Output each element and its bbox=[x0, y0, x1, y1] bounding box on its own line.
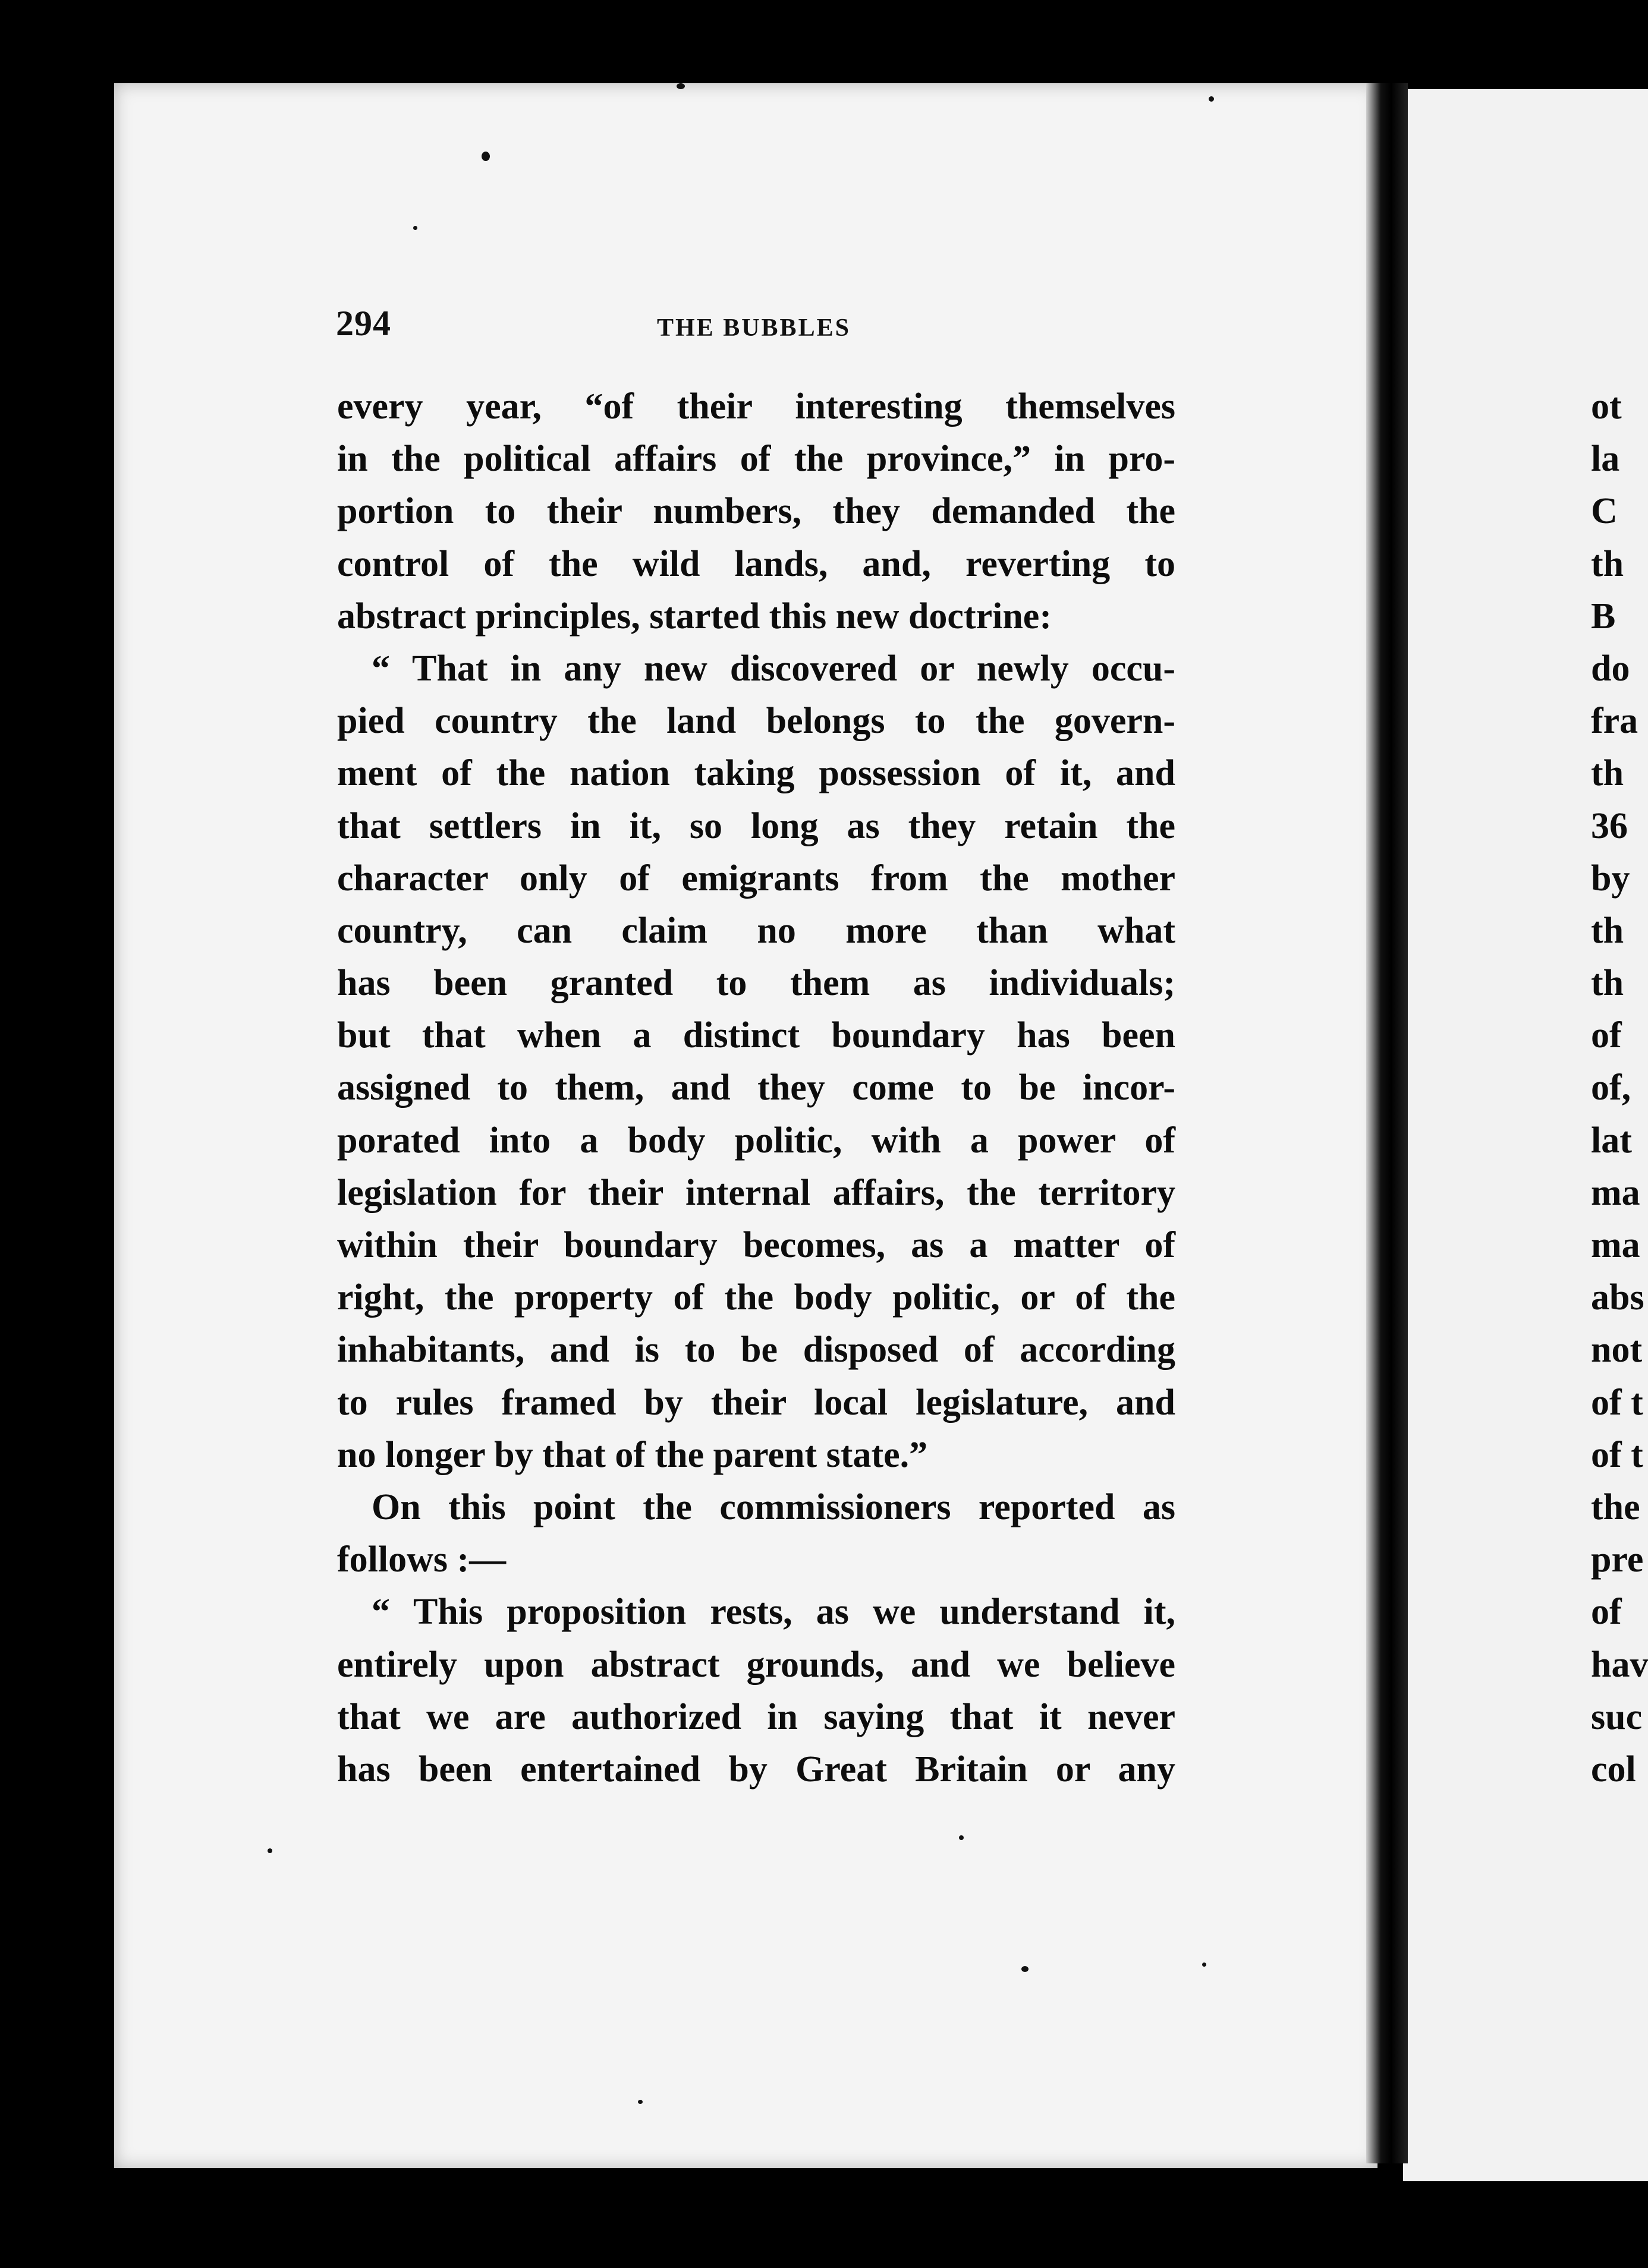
ink-speck bbox=[638, 2100, 643, 2104]
text-line: “ That in any new discovered or newly occu- bbox=[372, 648, 1175, 689]
text-line: portion to their numbers, they demanded the bbox=[337, 491, 1175, 532]
text-line: pied country the land belongs to the govern- bbox=[337, 701, 1175, 742]
text-line: porated into a body politic, with a power of bbox=[337, 1120, 1175, 1161]
facing-page-fragment: the bbox=[1591, 1486, 1640, 1527]
text-line: has been entertained by Great Britain or any bbox=[337, 1749, 1175, 1790]
text-line: inhabitants, and is to be disposed of according bbox=[337, 1330, 1175, 1371]
text-line: entirely upon abstract grounds, and we believe bbox=[337, 1644, 1175, 1685]
facing-page-fragment: hav bbox=[1591, 1644, 1648, 1685]
text-line: ment of the nation taking possession of it, and bbox=[337, 753, 1175, 794]
facing-page-fragment: th bbox=[1591, 753, 1624, 794]
text-line: legislation for their internal affairs, the territory bbox=[337, 1172, 1175, 1213]
text-line: every year, “of their interesting themselves bbox=[337, 386, 1175, 427]
ink-speck bbox=[268, 1848, 272, 1853]
text-line: that settlers in it, so long as they retain the bbox=[337, 805, 1175, 846]
text-line: follows :— bbox=[337, 1539, 507, 1580]
facing-page-fragment: th bbox=[1591, 963, 1624, 1004]
text-line: “ This proposition rests, as we understand it, bbox=[372, 1592, 1175, 1633]
facing-page-fragment: of, bbox=[1591, 1067, 1631, 1108]
text-line: abstract principles, started this new doctrine: bbox=[337, 596, 1052, 637]
facing-page-fragment: not bbox=[1591, 1330, 1643, 1371]
facing-page-text bbox=[1591, 380, 1648, 1796]
facing-page-fragment: la bbox=[1591, 439, 1620, 480]
book-gutter bbox=[1366, 83, 1408, 2163]
facing-page-fragment: ot bbox=[1591, 386, 1622, 427]
facing-page-fragment: B bbox=[1591, 596, 1616, 637]
text-line: On this point the commissioners reported as bbox=[372, 1486, 1175, 1527]
text-line: control of the wild lands, and, reverting to bbox=[337, 543, 1175, 584]
page-header bbox=[336, 303, 1186, 351]
facing-page-fragment: suc bbox=[1591, 1696, 1643, 1737]
text-line: within their boundary becomes, as a matter of bbox=[337, 1225, 1175, 1265]
facing-page-fragment: ma bbox=[1591, 1225, 1640, 1265]
facing-page-fragment: col bbox=[1591, 1749, 1636, 1790]
page-number: 294 bbox=[336, 304, 391, 343]
facing-page-fragment: C bbox=[1591, 491, 1618, 532]
facing-page-fragment: do bbox=[1591, 648, 1630, 689]
text-line: no longer by that of the parent state.” bbox=[337, 1434, 928, 1475]
text-line: has been granted to them as individuals; bbox=[337, 963, 1175, 1004]
text-line: country, can claim no more than what bbox=[337, 910, 1175, 951]
facing-page-fragment: pre bbox=[1591, 1539, 1644, 1580]
ink-speck bbox=[959, 1835, 964, 1840]
body-text bbox=[337, 380, 1175, 1796]
facing-page-fragment: 36 bbox=[1591, 805, 1628, 846]
facing-page-fragment: of bbox=[1591, 1015, 1622, 1056]
facing-page-fragment: abs bbox=[1591, 1277, 1644, 1318]
ink-speck bbox=[413, 226, 417, 230]
text-line: assigned to them, and they come to be incor- bbox=[337, 1067, 1175, 1108]
text-line: but that when a distinct boundary has been bbox=[337, 1015, 1175, 1056]
ink-speck bbox=[1021, 1966, 1029, 1972]
text-line: character only of emigrants from the mother bbox=[337, 858, 1175, 899]
facing-page-fragment: th bbox=[1591, 543, 1624, 584]
facing-page-fragment: fra bbox=[1591, 701, 1638, 742]
ink-speck bbox=[1202, 1963, 1206, 1967]
facing-page-fragment: lat bbox=[1591, 1120, 1632, 1161]
text-line: in the political affairs of the province,” in pro- bbox=[337, 439, 1175, 480]
facing-page-fragment: of bbox=[1591, 1592, 1622, 1633]
ink-speck bbox=[482, 152, 490, 161]
ink-speck bbox=[1209, 96, 1214, 102]
facing-page-fragment: by bbox=[1591, 858, 1630, 899]
text-line: right, the property of the body politic, or of the bbox=[337, 1277, 1175, 1318]
ink-speck bbox=[677, 83, 685, 89]
facing-page-fragment: ma bbox=[1591, 1172, 1640, 1213]
facing-page-fragment: of t bbox=[1591, 1434, 1643, 1475]
text-line: that we are authorized in saying that it never bbox=[337, 1696, 1175, 1737]
facing-page-fragment: of t bbox=[1591, 1382, 1643, 1423]
text-line: to rules framed by their local legislature, and bbox=[337, 1382, 1175, 1423]
running-head: THE BUBBLES bbox=[657, 314, 851, 342]
facing-page-fragment: th bbox=[1591, 910, 1624, 951]
